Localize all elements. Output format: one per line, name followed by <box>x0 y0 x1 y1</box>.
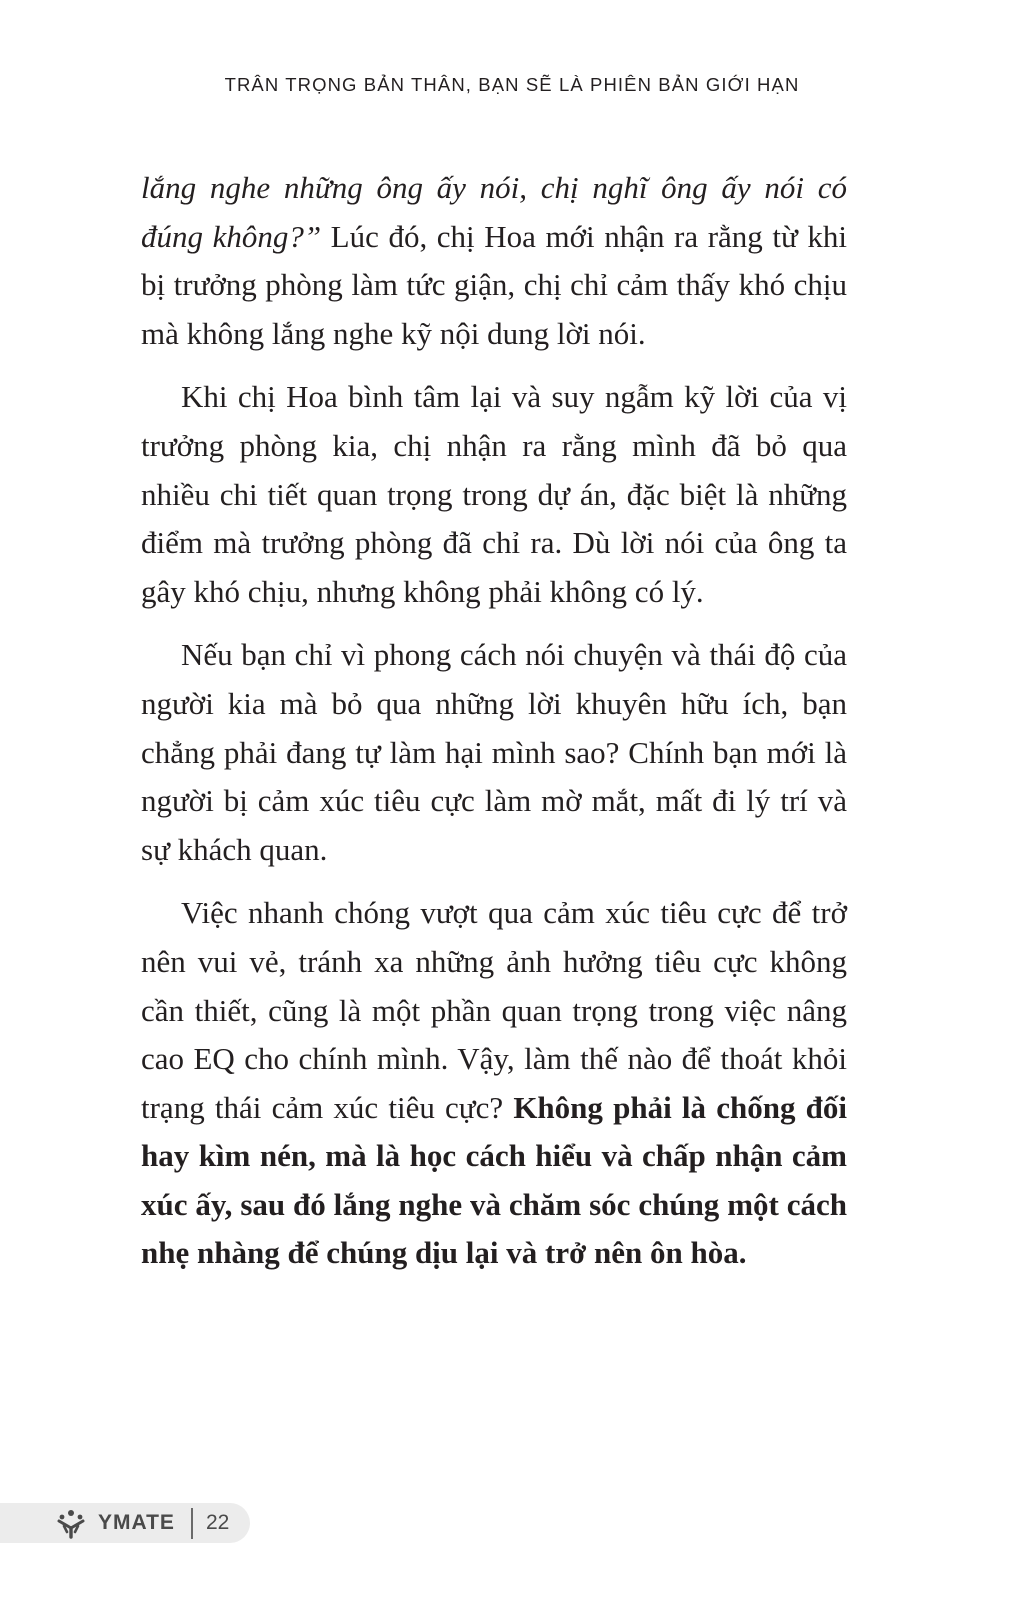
running-header: TRÂN TRỌNG BẢN THÂN, BẠN SẼ LÀ PHIÊN BẢN GIỚI HẠN <box>224 74 800 95</box>
body-text <box>141 164 847 1293</box>
footer-brand: YMATE <box>98 1511 175 1534</box>
footer-divider <box>191 1508 193 1539</box>
paragraph-1-italic: lắng nghe những ông ấy nói, chị nghĩ ông ấy nói có đúng không?” <box>141 170 847 254</box>
page-number: 22 <box>206 1511 230 1534</box>
ymate-logo-icon <box>56 1509 86 1539</box>
paragraph-2: Khi chị Hoa bình tâm lại và suy ngẫm kỹ lời của vị trưởng phòng kia, chị nhận ra rằng mình đã bỏ qua nhiều chi tiết quan trọng trong dự án, đặc biệt là những điểm mà trưởng phòng đã chỉ ra. Dù lời nói của ông ta gây khó chịu, nhưng không phải không có lý. <box>141 379 847 609</box>
paragraph-1-text: Lúc đó, chị Hoa mới nhận ra rằng từ khi bị trưởng phòng làm tức giận, chị chỉ cảm thấy khó chịu mà không lắng nghe kỹ nội dung lời nói. <box>141 218 847 351</box>
paragraph-4-text: Việc nhanh chóng vượt qua cảm xúc tiêu cực để trở nên vui vẻ, tránh xa những ảnh hưởng tiêu cực không cần thiết, cũng là một phần quan trọng trong việc nâng cao EQ cho chính mình. Vậy, làm thế nào để thoát khỏi trạng thái cảm xúc tiêu cực? <box>141 895 847 1125</box>
paragraph-4-bold: Không phải là chống đối hay kìm nén, mà là học cách hiểu và chấp nhận cảm xúc ấy, sau đó lắng nghe và chăm sóc chúng một cách nhẹ nhàng để chúng dịu lại và trở nên ôn hòa. <box>141 1089 847 1271</box>
paragraph-3: Nếu bạn chỉ vì phong cách nói chuyện và thái độ của người kia mà bỏ qua những lời khuyên hữu ích, bạn chẳng phải đang tự làm hại mình sao? Chính bạn mới là người bị cảm xúc tiêu cực làm mờ mắt, mất đi lý trí và sự khách quan. <box>141 637 847 867</box>
paragraph-1 <box>141 164 847 358</box>
paragraph-4 <box>141 889 847 1278</box>
